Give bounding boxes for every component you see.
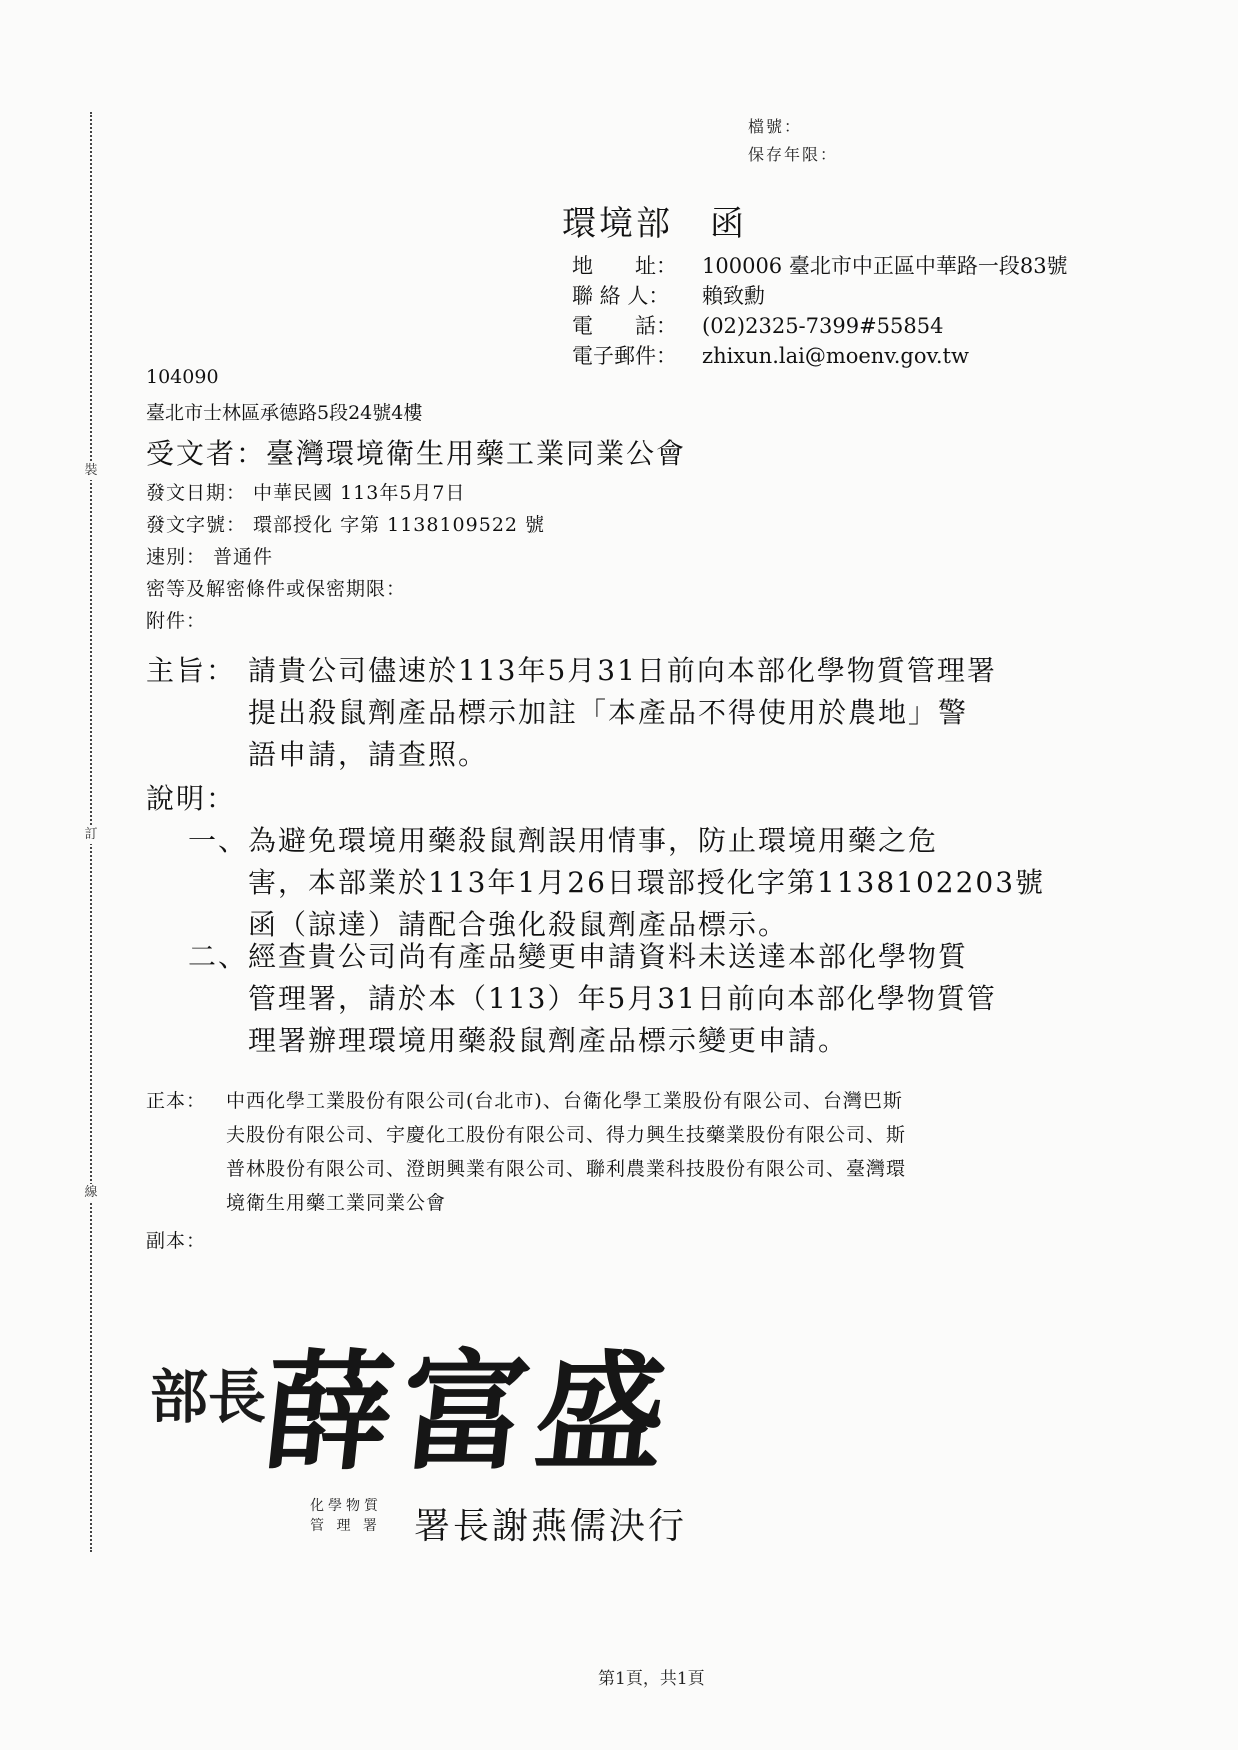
explanation-item-2-line-1: 經查貴公司尚有產品變更申請資料未送達本部化學物質: [248, 940, 969, 973]
subject-line-3: 語申請，請查照。: [248, 738, 489, 771]
copy-recipients-label: 副本：: [146, 1230, 207, 1252]
retention-period-label: 保存年限：: [748, 145, 839, 164]
file-number-label: 檔號：: [748, 117, 803, 136]
page-number: 第1頁，共1頁: [598, 1669, 705, 1689]
attachment-label: 附件：: [146, 610, 207, 632]
subject-label: 主旨：: [146, 654, 237, 687]
explanation-item-1-line-3: 函（諒達）請配合強化殺鼠劑產品標示。: [248, 908, 789, 941]
recipient-row: [146, 432, 686, 472]
original-recipients-label: 正本：: [146, 1090, 207, 1112]
explanation-item-1-marker: 一、: [188, 824, 249, 857]
deputy-sign-off: 署長謝燕儒決行: [414, 1506, 688, 1547]
recipient-address: 臺北市士林區承德路5段24號4樓: [146, 402, 423, 424]
sender-contact: 賴致勳: [702, 284, 765, 308]
recipient-label: 受文者：: [146, 437, 267, 470]
original-recipients-line-2: 夫股份有限公司、宇慶化工股份有限公司、得力興生技藥業股份有限公司、斯: [226, 1124, 907, 1146]
sender-address-label: 地 址：: [572, 254, 677, 278]
subject-line-1: 請貴公司儘速於113年5月31日前向本部化學物質管理署: [248, 654, 997, 687]
binding-mark-zhuang: 裝: [82, 462, 100, 480]
sender-phone-row: [572, 310, 944, 340]
sender-email: zhixun.lai@moenv.gov.tw: [702, 344, 969, 368]
sender-address-row: [572, 250, 1068, 280]
minister-name: 薛富盛: [256, 1338, 681, 1488]
recipient-name: 臺灣環境衛生用藥工業同業公會: [266, 437, 687, 470]
sender-email-label: 電子郵件：: [572, 344, 677, 368]
explanation-item-2-line-2: 管理署，請於本（113）年5月31日前向本部化學物質管: [248, 982, 997, 1015]
sender-contact-label: 聯 絡 人：: [572, 284, 670, 308]
explanation-label: 說明：: [146, 782, 237, 815]
delivery-speed: 速別： 普通件: [146, 546, 274, 568]
explanation-item-1-line-2: 害，本部業於113年1月26日環部授化字第1138102203號: [248, 866, 1046, 899]
original-recipients-line-4: 境衛生用藥工業同業公會: [226, 1192, 447, 1214]
deputy-office-block: [310, 1496, 382, 1536]
minister-title: 部長: [150, 1363, 267, 1431]
subject-line-2: 提出殺鼠劑產品標示加註「本產品不得使用於農地」警: [248, 696, 969, 729]
secrecy-level: 密等及解密條件或保密期限：: [146, 578, 407, 600]
explanation-item-1-line-1: 為避免環境用藥殺鼠劑誤用情事，防止環境用藥之危: [248, 824, 939, 857]
sender-address: 100006 臺北市中正區中華路一段83號: [702, 254, 1068, 278]
explanation-item-2-line-3: 理署辦理環境用藥殺鼠劑產品標示變更申請。: [248, 1024, 849, 1057]
binding-mark-ding: 訂: [82, 826, 100, 844]
deputy-office-line-2: 管 理 署: [310, 1518, 381, 1534]
deputy-office-line-1: 化學物質: [310, 1498, 382, 1514]
minister-signature-stamp: [150, 1310, 681, 1494]
explanation-item-2-marker: 二、: [188, 940, 249, 973]
original-recipients-line-3: 普林股份有限公司、澄朗興業有限公司、聯利農業科技股份有限公司、臺灣環: [226, 1158, 907, 1180]
binding-mark-xian: 線: [82, 1184, 100, 1202]
issue-date: 發文日期： 中華民國 113年5月7日: [146, 482, 466, 504]
document-title: 環境部 函: [562, 204, 747, 244]
document-number: 發文字號： 環部授化 字第 1138109522 號: [146, 514, 546, 536]
sender-phone: (02)2325-7399#55854: [702, 314, 944, 338]
recipient-postal-code: 104090: [146, 366, 219, 388]
sender-contact-row: [572, 280, 765, 310]
original-recipients-line-1: 中西化學工業股份有限公司(台北市)、台衛化學工業股份有限公司、台灣巴斯: [226, 1090, 903, 1112]
sender-email-row: [572, 340, 969, 370]
sender-phone-label: 電 話：: [572, 314, 677, 338]
